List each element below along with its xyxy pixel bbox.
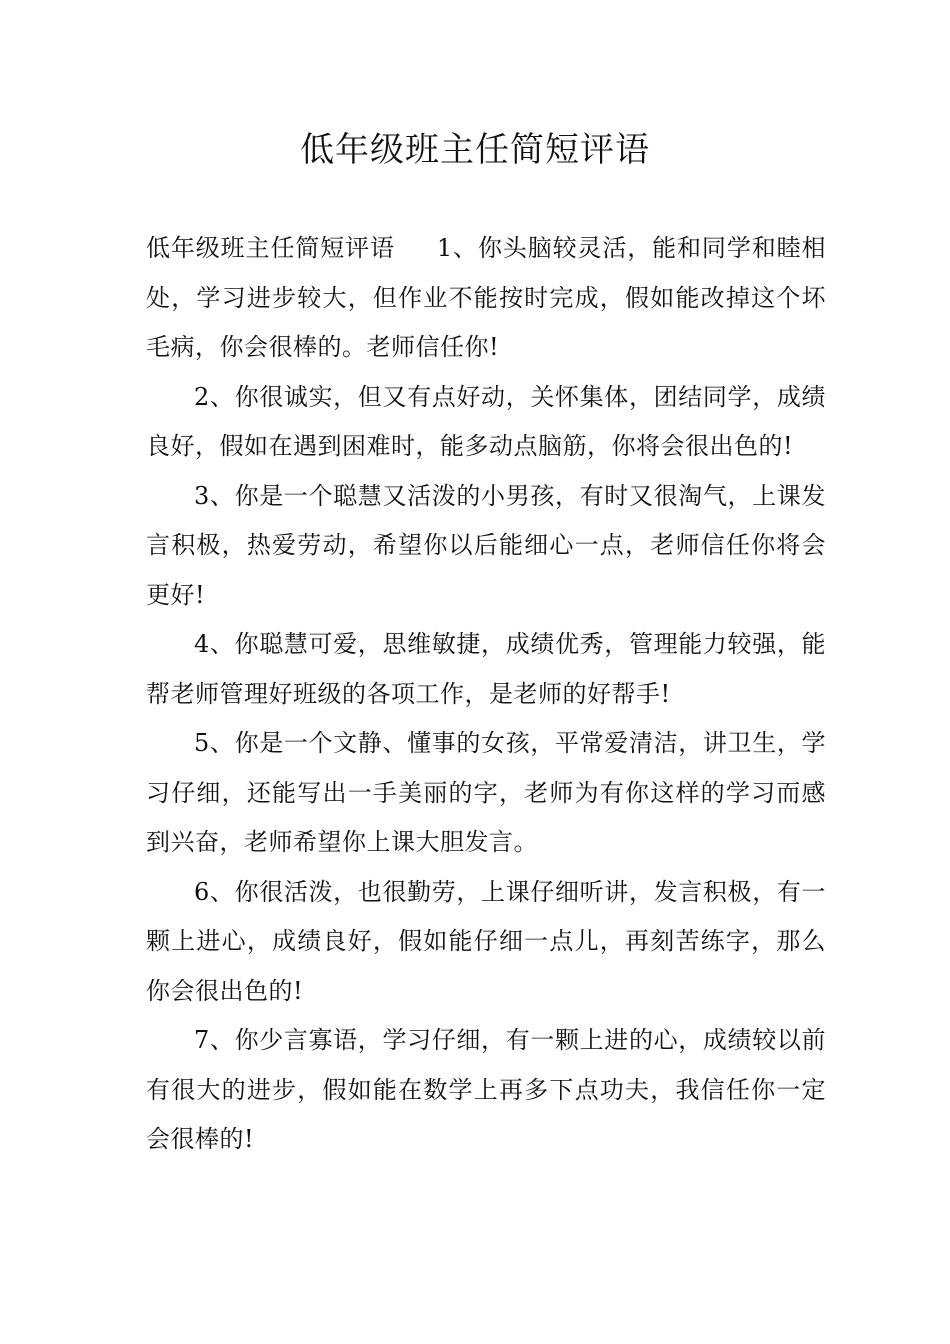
comment-1: 1、你头脑较灵活，能和同学和睦相处，学习进步较大，但作业不能按时完成，假如能改掉这个坏毛病，你会很棒的。老师信任你! [146, 234, 826, 361]
document-body [146, 224, 826, 1165]
intro-paragraph [146, 224, 826, 373]
comment-6: 6、你很活泼，也很勤劳，上课仔细听讲，发言积极，有一颗上进心，成绩良好，假如能仔细一点儿，再刻苦练字，那么你会很出色的! [146, 877, 826, 1005]
comment-4: 4、你聪慧可爱，思维敏捷，成绩优秀，管理能力较强，能帮老师管理好班级的各项工作，是老师的好帮手! [146, 630, 826, 708]
comment-5: 5、你是一个文静、懂事的女孩，平常爱清洁，讲卫生，学习仔细，还能写出一手美丽的字，老师为有你这样的学习而感到兴奋，老师希望你上课大胆发言。 [146, 729, 826, 856]
document-title: 低年级班主任简短评语 [300, 130, 650, 170]
comment-3: 3、你是一个聪慧又活泼的小男孩，有时又很淘气，上课发言积极，热爱劳动，希望你以后能细心一点，老师信任你将会更好! [146, 481, 826, 609]
intro-heading: 低年级班主任简短评语 [146, 234, 395, 262]
comment-2: 2、你很诚实，但又有点好动，关怀集体，团结同学，成绩良好，假如在遇到困难时，能多动点脑筋，你将会很出色的! [146, 382, 826, 460]
comment-7: 7、你少言寡语，学习仔细，有一颗上进的心，成绩较以前有很大的进步，假如能在数学上再多下点功夫，我信任你一定会很棒的! [146, 1026, 826, 1153]
